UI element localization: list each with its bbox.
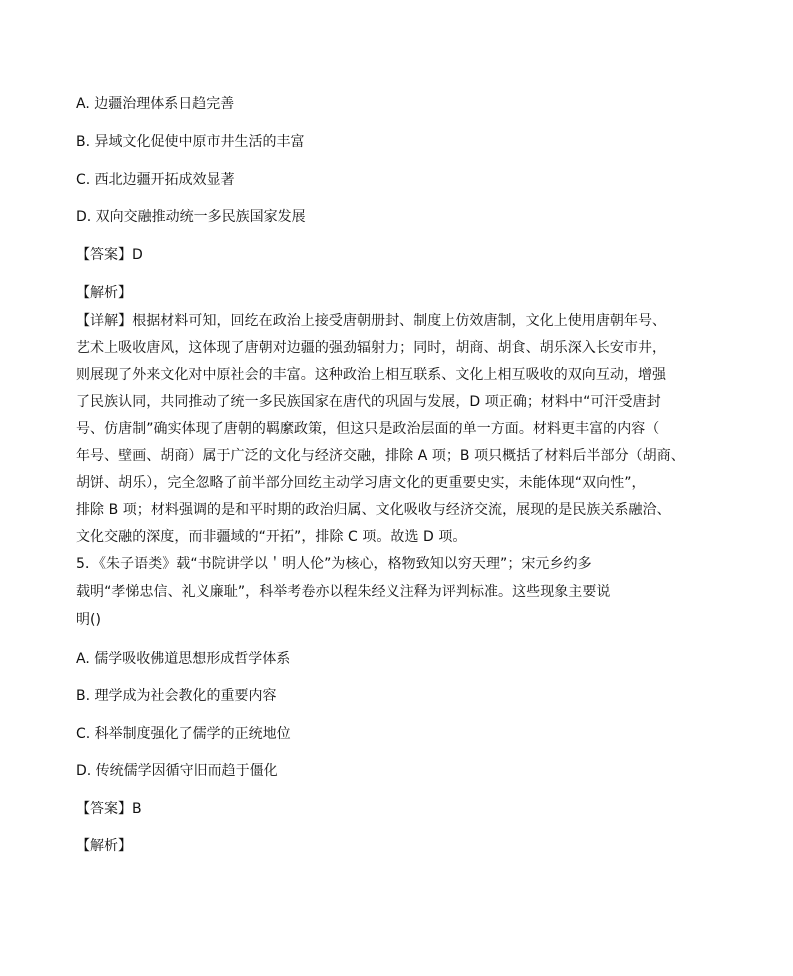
q4-detail-line: 则展现了外来文化对中原社会的丰富。这种政治上相互联系、文化上相互吸收的双向互动，增强 — [76, 367, 667, 383]
q4-option-a: A. 边疆治理体系日趋完善 — [76, 96, 235, 112]
q4-detail-line: 【详解】根据材料可知，回纥在政治上接受唐朝册封、制度上仿效唐制，文化上使用唐朝年号、 — [76, 313, 667, 329]
q5-option-d: D. 传统儒学因循守旧而趋于僵化 — [76, 763, 278, 779]
q4-detail-line: 了民族认同，共同推动了统一多民族国家在唐代的巩固与发展，D 项正确；材料中“可汗受唐封 — [76, 394, 661, 410]
q4-analysis-heading: 【解析】 — [76, 285, 132, 301]
q4-detail-line: 文化交融的深度，而非疆域的“开拓”，排除 C 项。故选 D 项。 — [76, 529, 467, 545]
q4-detail-line: 艺术上吸收唐风，这体现了唐朝对边疆的强劲辐射力；同时，胡商、胡食、胡乐深入长安市井， — [76, 340, 667, 356]
q5-analysis-heading: 【解析】 — [76, 838, 132, 854]
q4-detail-line: 号、仿唐制”确实体现了唐朝的羁縻政策，但这只是政治层面的单一方面。材料更丰富的内容（ — [76, 421, 660, 437]
q5-answer: 【答案】B — [76, 801, 142, 817]
q4-answer: 【答案】D — [76, 247, 143, 263]
q5-stem-line: 明() — [76, 612, 102, 628]
q5-option-b: B. 理学成为社会教化的重要内容 — [76, 688, 277, 704]
q4-detail-line: 胡饼、胡乐），完全忽略了前半部分回纥主动学习唐文化的更重要史实，未能体现“双向性”， — [76, 475, 646, 491]
q5-stem-line: 载明“孝悌忠信、礼义廉耻”，科举考卷亦以程朱经义注释为评判标准。这些现象主要说 — [76, 584, 611, 600]
q4-detail-line: 排除 B 项；材料强调的是和平时期的政治归属、文化吸收与经济交流，展现的是民族关系融洽、 — [76, 502, 671, 518]
q4-detail-line: 年号、壁画、胡商）属于广泛的文化与经济交融，排除 A 项；B 项只概括了材料后半部分（胡商、 — [76, 448, 685, 464]
q5-option-c: C. 科举制度强化了儒学的正统地位 — [76, 726, 291, 742]
q5-option-a: A. 儒学吸收佛道思想形成哲学体系 — [76, 651, 291, 667]
q4-option-d: D. 双向交融推动统一多民族国家发展 — [76, 209, 306, 225]
q5-stem-line: 5．《朱子语类》载“书院讲学以＇明人伦”为核心，格物致知以穷天理”；宋元乡约多 — [76, 556, 592, 572]
q4-option-b: B. 异域文化促使中原市井生活的丰富 — [76, 134, 305, 150]
q4-option-c: C. 西北边疆开拓成效显著 — [76, 172, 235, 188]
